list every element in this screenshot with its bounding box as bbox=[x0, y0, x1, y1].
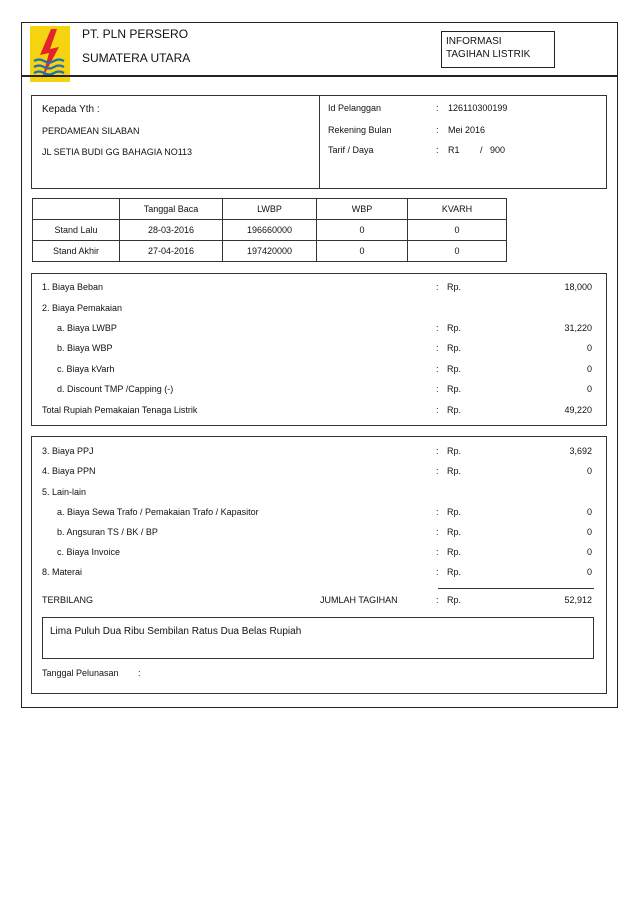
list-item-label: c. Biaya kVarh bbox=[57, 364, 115, 374]
usage-total-label: Total Rupiah Pemakaian Tenaga Listrik bbox=[42, 405, 198, 415]
list-item-currency: Rp. bbox=[447, 364, 462, 374]
list-item-currency: Rp. bbox=[447, 507, 462, 517]
tariff-label: Tarif / Daya bbox=[328, 145, 374, 155]
list-item-label: a. Biaya LWBP bbox=[57, 323, 117, 333]
list-item-colon: : bbox=[436, 323, 439, 333]
meter-row-label: Stand Akhir bbox=[33, 241, 120, 262]
grand-total-value: 52,912 bbox=[564, 595, 592, 605]
list-item-colon: : bbox=[436, 364, 439, 374]
list-item-currency: Rp. bbox=[447, 343, 462, 353]
list-item-value: 0 bbox=[586, 384, 592, 394]
customer-id-value: 126110300199 bbox=[448, 103, 508, 113]
meter-table bbox=[32, 198, 507, 262]
tariff-colon: : bbox=[436, 145, 439, 155]
list-item-value: 0 bbox=[586, 343, 592, 353]
list-item-value: 18,000 bbox=[564, 282, 592, 292]
list-item-currency: Rp. bbox=[447, 282, 462, 292]
list-item-currency: Rp. bbox=[447, 466, 462, 476]
list-item-colon: : bbox=[436, 567, 439, 577]
customer-box-divider bbox=[319, 95, 320, 189]
meter-header-lwbp: LWBP bbox=[223, 199, 317, 220]
meter-row-wbp: 0 bbox=[317, 220, 408, 241]
list-item-colon: : bbox=[436, 446, 439, 456]
grand-total-currency: Rp. bbox=[447, 595, 462, 605]
amount-in-words-box bbox=[42, 617, 594, 659]
list-item-currency: Rp. bbox=[447, 323, 462, 333]
list-item-colon: : bbox=[436, 527, 439, 537]
list-item-label: d. Discount TMP /Capping (-) bbox=[57, 384, 174, 394]
usage-total-currency: Rp. bbox=[447, 405, 462, 415]
greeting: Kepada Yth : bbox=[42, 104, 100, 115]
list-item-value: 0 bbox=[586, 364, 592, 374]
table-row bbox=[33, 241, 507, 262]
billing-month-value: Mei 2016 bbox=[448, 125, 486, 135]
list-item-currency: Rp. bbox=[447, 384, 462, 394]
amount-in-words: Lima Puluh Dua Ribu Sembilan Ratus Dua Belas Rupiah bbox=[50, 626, 302, 637]
usage-total-colon: : bbox=[436, 405, 439, 415]
document-title-line1: INFORMASI bbox=[446, 36, 502, 47]
list-item-currency: Rp. bbox=[447, 446, 462, 456]
list-item-colon: : bbox=[436, 282, 439, 292]
meter-header-wbp: WBP bbox=[317, 199, 408, 220]
company-name: PT. PLN PERSERO bbox=[82, 27, 189, 41]
meter-table-header bbox=[33, 199, 507, 220]
list-item-currency: Rp. bbox=[447, 527, 462, 537]
list-item-label: 8. Materai bbox=[42, 567, 83, 577]
list-item-currency: Rp. bbox=[447, 567, 462, 577]
document-title-line2: TAGIHAN LISTRIK bbox=[446, 49, 531, 60]
billing-month-label: Rekening Bulan bbox=[328, 125, 392, 135]
customer-id-colon: : bbox=[436, 103, 439, 113]
header-divider bbox=[21, 75, 618, 77]
list-item-label: b. Biaya WBP bbox=[57, 343, 113, 353]
meter-row-kvarh: 0 bbox=[408, 241, 507, 262]
meter-row-date: 28-03-2016 bbox=[120, 220, 223, 241]
list-item-label: 2. Biaya Pemakaian bbox=[42, 303, 123, 313]
grand-total-colon: : bbox=[436, 595, 439, 605]
tariff-slash: / bbox=[480, 145, 483, 155]
meter-row-label: Stand Lalu bbox=[33, 220, 120, 241]
list-item-label: a. Biaya Sewa Trafo / Pemakaian Trafo / Kapasitor bbox=[57, 507, 259, 517]
meter-header-kvarh: KVARH bbox=[408, 199, 507, 220]
list-item-label: 3. Biaya PPJ bbox=[42, 446, 94, 456]
list-item-value: 31,220 bbox=[564, 323, 592, 333]
sum-line bbox=[438, 588, 594, 589]
list-item-value: 0 bbox=[586, 466, 592, 476]
company-region: SUMATERA UTARA bbox=[82, 51, 191, 65]
list-item-label: 5. Lain-lain bbox=[42, 487, 87, 497]
meter-row-kvarh: 0 bbox=[408, 220, 507, 241]
meter-header-empty bbox=[33, 199, 120, 220]
list-item-value: 3,692 bbox=[569, 446, 592, 456]
meter-row-wbp: 0 bbox=[317, 241, 408, 262]
list-item-label: b. Angsuran TS / BK / BP bbox=[57, 527, 158, 537]
list-item-colon: : bbox=[436, 343, 439, 353]
meter-row-lwbp: 197420000 bbox=[223, 241, 317, 262]
list-item-colon: : bbox=[436, 547, 439, 557]
customer-name: PERDAMEAN SILABAN bbox=[42, 126, 140, 136]
list-item-value: 0 bbox=[586, 547, 592, 557]
list-item-value: 0 bbox=[586, 507, 592, 517]
table-row bbox=[33, 220, 507, 241]
list-item-label: c. Biaya Invoice bbox=[57, 547, 121, 557]
power-value: 900 bbox=[490, 145, 506, 155]
list-item-value: 0 bbox=[586, 527, 592, 537]
meter-row-lwbp: 196660000 bbox=[223, 220, 317, 241]
meter-row-date: 27-04-2016 bbox=[120, 241, 223, 262]
meter-header-date: Tanggal Baca bbox=[120, 199, 223, 220]
list-item-colon: : bbox=[436, 384, 439, 394]
terbilang-label: TERBILANG bbox=[42, 595, 94, 605]
list-item-currency: Rp. bbox=[447, 547, 462, 557]
grand-total-label: JUMLAH TAGIHAN bbox=[320, 595, 398, 605]
list-item-colon: : bbox=[436, 466, 439, 476]
list-item-value: 0 bbox=[586, 567, 592, 577]
tariff-value: R1 bbox=[448, 145, 460, 155]
list-item-colon: : bbox=[436, 507, 439, 517]
customer-id-label: Id Pelanggan bbox=[328, 103, 382, 113]
billing-month-colon: : bbox=[436, 125, 439, 135]
list-item-label: 1. Biaya Beban bbox=[42, 282, 104, 292]
payment-date-label: Tanggal Pelunasan bbox=[42, 668, 119, 678]
usage-total-value: 49,220 bbox=[564, 405, 592, 415]
list-item-label: 4. Biaya PPN bbox=[42, 466, 96, 476]
payment-date-colon: : bbox=[138, 668, 141, 678]
customer-address: JL SETIA BUDI GG BAHAGIA NO113 bbox=[42, 147, 193, 157]
